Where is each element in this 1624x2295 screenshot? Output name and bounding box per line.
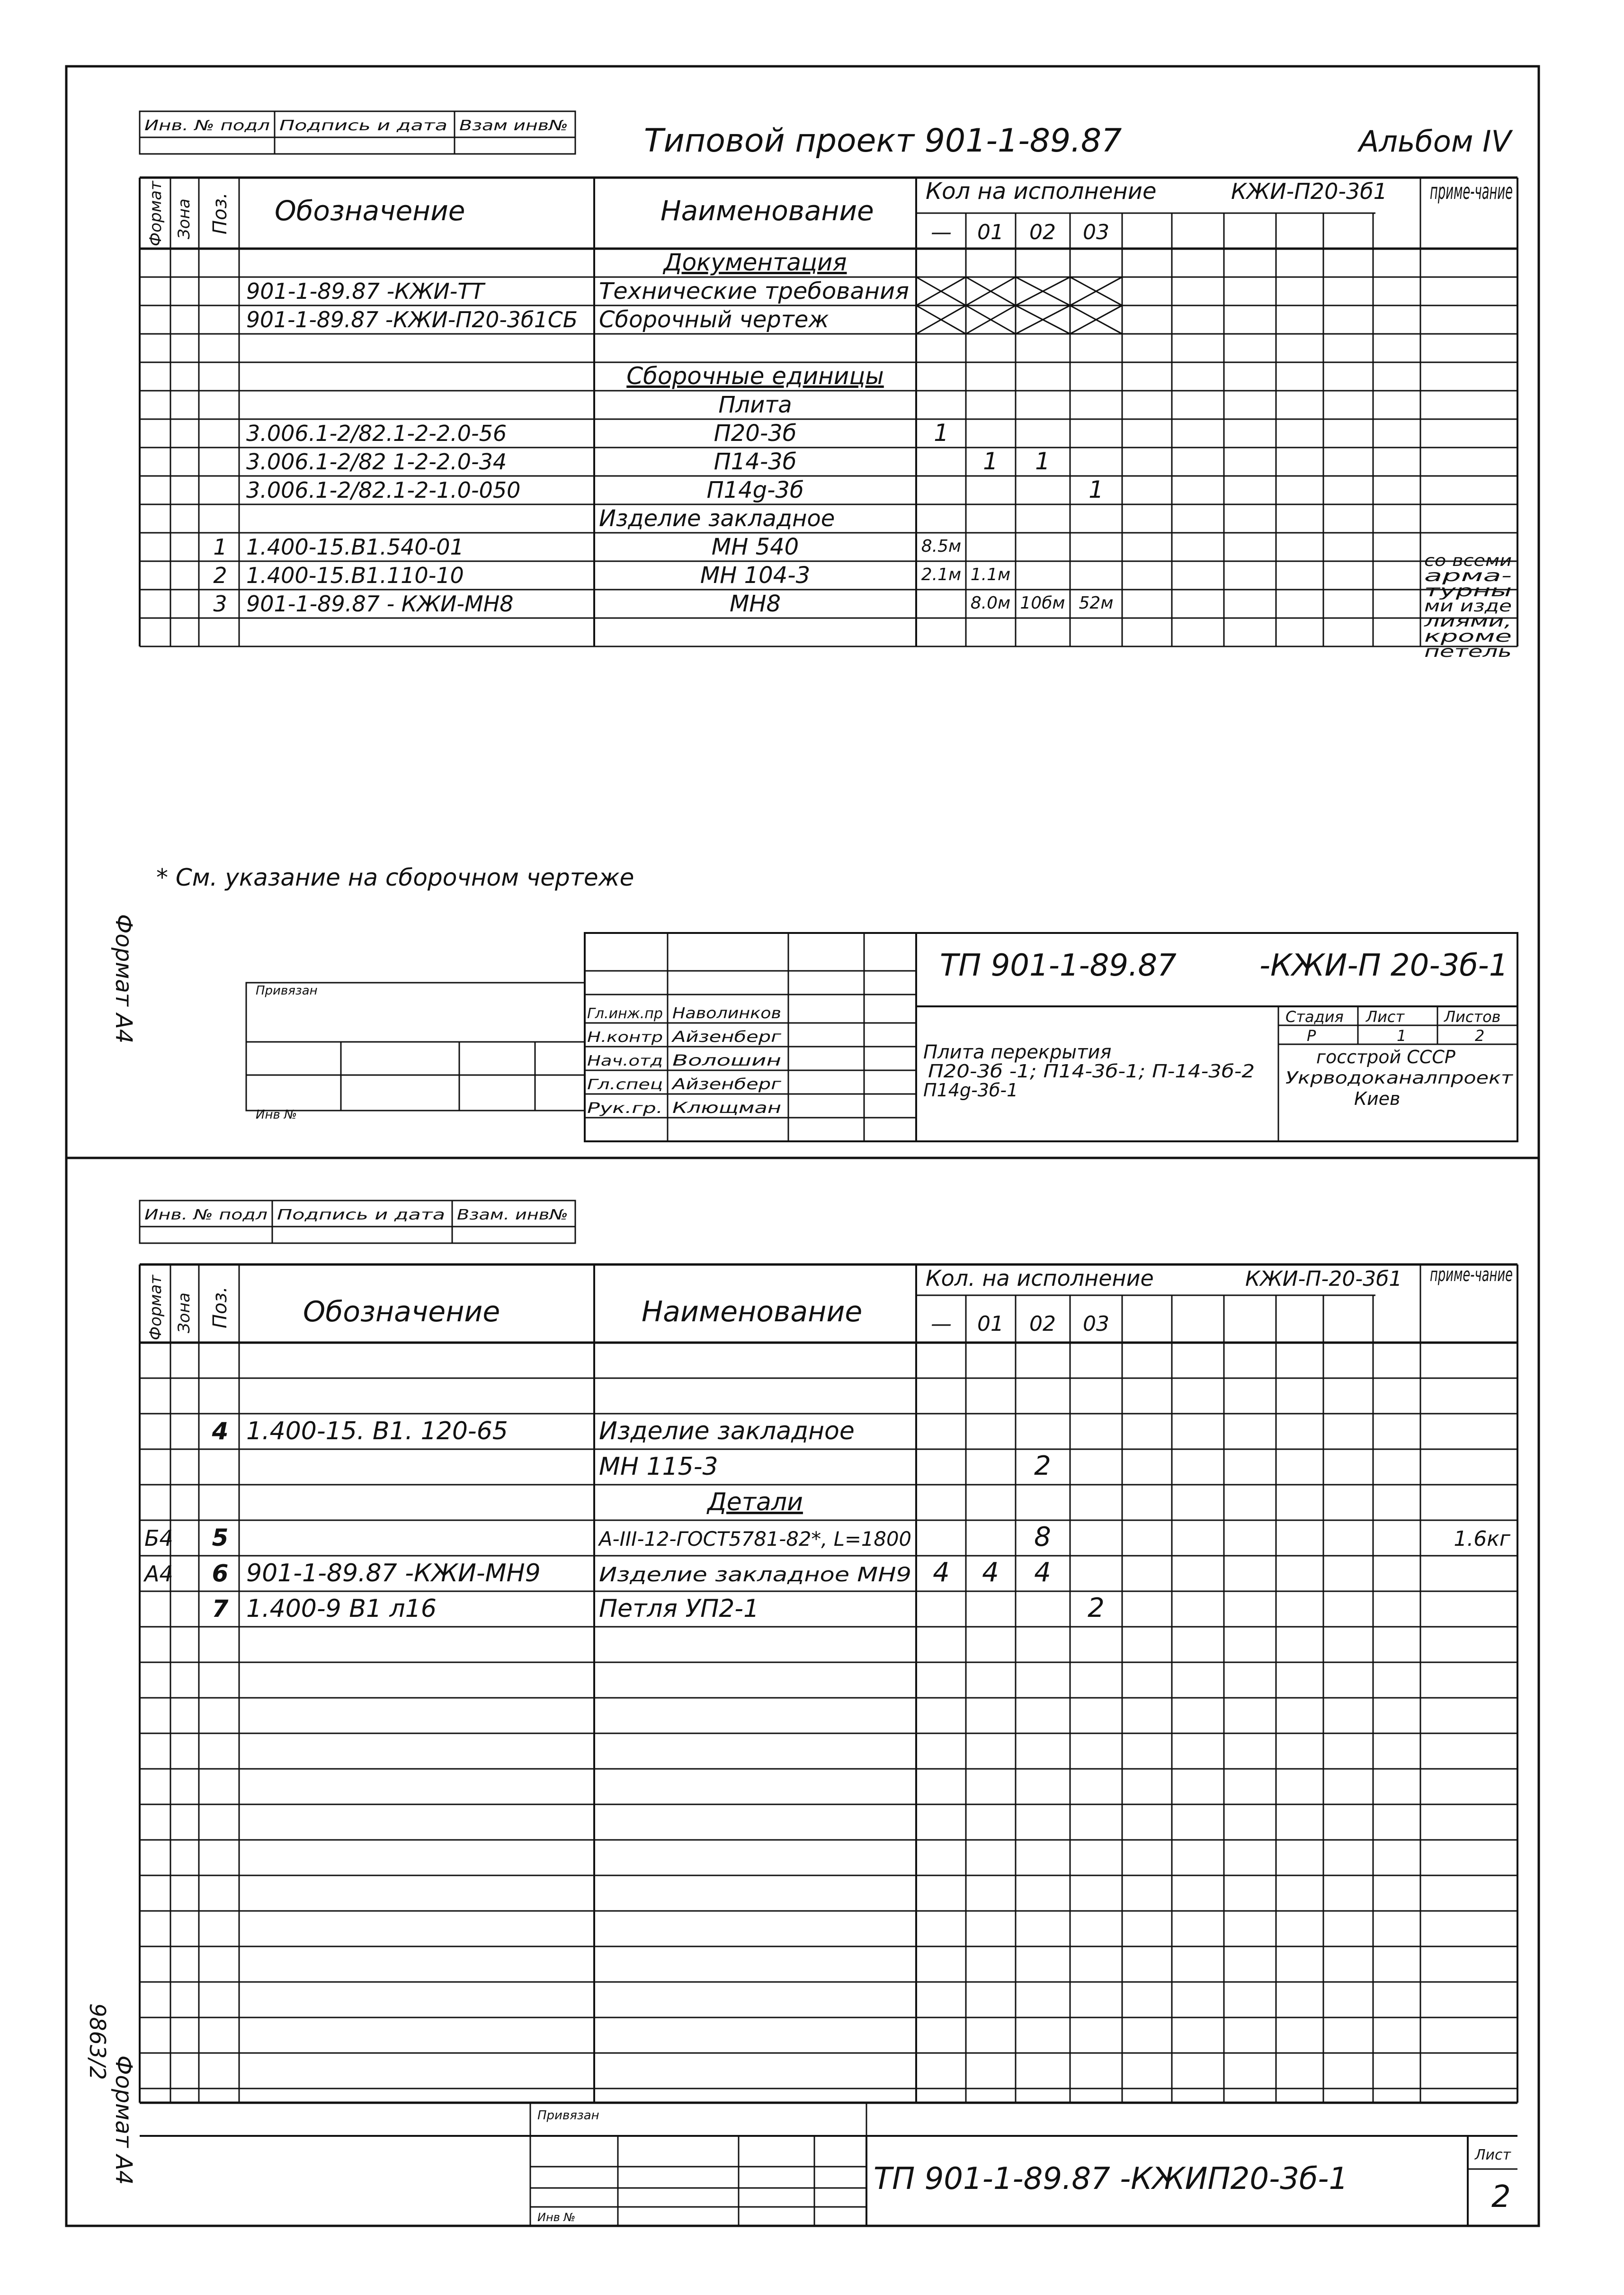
cross-mark xyxy=(966,305,1016,334)
stamp-replace-label: Взам. инв№ xyxy=(457,1207,568,1223)
row-name: МН8 xyxy=(729,591,781,617)
qty-value: 4 xyxy=(1034,1557,1051,1588)
row-position: 1 xyxy=(213,534,227,560)
cross-mark xyxy=(1070,277,1122,305)
row-note: 1.6кг xyxy=(1454,1527,1510,1551)
row-name: МН 104-3 xyxy=(700,562,811,589)
qty-value: 10бм xyxy=(1020,593,1065,613)
row-name: П14-3б xyxy=(714,448,797,475)
stamp-inv-label: Инв. № подл xyxy=(144,1207,268,1223)
col-pos-label: Поз. xyxy=(209,1286,231,1328)
tb-code: ТП 901-1-89.87 xyxy=(940,948,1177,983)
col-qty-doc-label: КЖИ-П20-3б1 xyxy=(1231,179,1387,204)
qty-value: 2.1м xyxy=(921,565,962,584)
cross-mark xyxy=(1070,305,1122,334)
row-position: 5 xyxy=(212,1524,229,1551)
row-name: Петля УП2-1 xyxy=(599,1595,759,1623)
col-zone-label: Зона xyxy=(175,1292,194,1333)
qty-value: 1 xyxy=(1035,448,1050,475)
section-heading: Документация xyxy=(663,249,847,276)
col-format-label: Формат xyxy=(146,1275,165,1340)
tb-sheet: 1 xyxy=(1397,1027,1407,1045)
text-layer xyxy=(85,117,1514,2224)
row-name: А-III-12-ГОСТ5781-82*, L=1800 xyxy=(598,1527,911,1551)
cross-mark xyxy=(1016,277,1070,305)
row-designation: 901-1-89.87 - КЖИ-МН8 xyxy=(246,591,514,617)
tb-stage: Р xyxy=(1307,1027,1316,1045)
note-line: со всеми xyxy=(1424,551,1512,570)
tb-role: Гл.спец xyxy=(587,1076,663,1093)
row-name: Сборочный чертеж xyxy=(599,306,829,333)
row-designation: 1.400-15.В1.540-01 xyxy=(246,534,464,560)
qty-value: 8 xyxy=(1034,1522,1051,1552)
col-name-label: Наименование xyxy=(660,195,874,227)
row-name: МН 115-3 xyxy=(599,1452,718,1481)
row-format: Б4 xyxy=(144,1525,173,1551)
col-note-label: приме-чание xyxy=(1430,1264,1513,1286)
tb-role: Гл.инж.пр xyxy=(587,1005,663,1022)
row-name: П20-3б xyxy=(714,420,797,447)
stamp-replace-label: Взам инв№ xyxy=(459,117,568,134)
col-format-label: Формат xyxy=(146,181,165,246)
qty-value: 4 xyxy=(933,1557,950,1588)
row-name: Изделие закладное xyxy=(599,1417,855,1445)
tb-sheet: 2 xyxy=(1491,2179,1511,2214)
col-zone-label: Зона xyxy=(175,198,194,239)
qty-value: 1 xyxy=(983,448,998,475)
tb-inv-label: Инв № xyxy=(537,2211,576,2224)
row-designation: 901-1-89.87 -КЖИ-МН9 xyxy=(246,1559,541,1587)
col-note-label: приме-чание xyxy=(1430,179,1513,204)
row-position: 7 xyxy=(212,1595,229,1623)
stamp-inv-label: Инв. № подл xyxy=(144,117,270,134)
section-heading: Сборочные единицы xyxy=(626,362,884,390)
row-designation: 3.006.1-2/82.1-2-2.0-56 xyxy=(246,421,507,446)
qty-value: 1 xyxy=(934,419,949,447)
side-format-label: Формат А4 xyxy=(110,2055,137,2185)
qty-variant-1: 01 xyxy=(977,220,1004,244)
side-format-label: Формат А4 xyxy=(110,914,137,1044)
tb-person: Айзенберг xyxy=(671,1028,782,1046)
row-format: А4 xyxy=(144,1561,173,1587)
row-name: П14g-3б xyxy=(706,477,804,503)
col-qty-label: Кол на исполнение xyxy=(926,178,1157,205)
tb-org: Укрводоканалпроект xyxy=(1285,1068,1514,1088)
qty-value: 52м xyxy=(1079,593,1114,613)
cross-mark xyxy=(916,305,966,334)
tb-person: Клющман xyxy=(672,1099,781,1117)
privyazan-box xyxy=(246,983,585,1111)
qty-variant-2: 02 xyxy=(1029,220,1056,244)
row-designation: 1.400-9 В1 л16 xyxy=(246,1595,437,1623)
qty-value: 2 xyxy=(1088,1593,1105,1623)
qty-value: 2 xyxy=(1034,1451,1051,1481)
qty-variant-2: 02 xyxy=(1029,1312,1056,1336)
note-line: ми изде xyxy=(1424,597,1512,616)
row-designation: 901-1-89.87 -КЖИ-П20-3б1СБ xyxy=(246,307,578,332)
qty-variant-1: 01 xyxy=(977,1312,1004,1336)
note-line: арма- xyxy=(1424,566,1512,585)
side-number: 9863/2 xyxy=(85,2003,110,2080)
tb-sheet-header: Лист xyxy=(1475,2147,1511,2163)
qty-variant-3: 03 xyxy=(1083,220,1109,244)
row-position: 3 xyxy=(213,591,227,617)
row-name: Технические требования xyxy=(599,278,909,305)
tb-person: Наволинков xyxy=(672,1004,781,1022)
tb-person: Волошин xyxy=(672,1051,781,1069)
qty-value: 8.5м xyxy=(921,537,962,556)
tb-title-line: П14g-3б-1 xyxy=(923,1080,1018,1101)
qty-value: 8.0м xyxy=(970,593,1011,613)
tb-stage-header: Стадия xyxy=(1285,1008,1344,1026)
tb-doc-code: -КЖИ-П 20-3б-1 xyxy=(1259,948,1508,983)
tb-code: ТП 901-1-89.87 -КЖИП20-3б-1 xyxy=(874,2161,1348,2196)
cross-mark xyxy=(916,277,966,305)
row-position: 4 xyxy=(212,1417,229,1445)
row-designation: 901-1-89.87 -КЖИ-ТТ xyxy=(246,278,484,304)
tb-sheet-header: Лист xyxy=(1366,1008,1405,1026)
tb-role: Рук.гр. xyxy=(587,1100,663,1117)
col-designation-label: Обозначение xyxy=(275,195,465,227)
tb-person: Айзенберг xyxy=(671,1075,782,1093)
project-title: Типовой проект 901-1-89.87 xyxy=(644,122,1122,160)
note-line: лиями, xyxy=(1423,612,1512,631)
note-line: турны xyxy=(1424,582,1512,601)
qty-variant-0: — xyxy=(931,1312,952,1336)
row-designation: 3.006.1-2/82.1-2-1.0-050 xyxy=(246,477,521,503)
album-label: Альбом IV xyxy=(1359,124,1511,159)
tb-org: госстрой СССР xyxy=(1316,1047,1455,1067)
row-name: Плита xyxy=(718,392,792,418)
qty-variant-0: — xyxy=(931,220,952,244)
qty-value: 1 xyxy=(1089,476,1104,503)
tb-role: Нач.отд xyxy=(587,1053,663,1069)
col-designation-label: Обозначение xyxy=(303,1295,500,1328)
qty-value: 1.1м xyxy=(970,565,1011,584)
tb-sheets: 2 xyxy=(1475,1027,1485,1045)
col-name-label: Наименование xyxy=(642,1295,863,1328)
note-line: петель xyxy=(1424,642,1512,661)
row-name: Изделие закладное xyxy=(599,505,835,532)
tb-sheets-header: Листов xyxy=(1444,1008,1501,1026)
tb-org: Киев xyxy=(1354,1088,1401,1109)
row-name: МН 540 xyxy=(711,534,799,560)
qty-value: 4 xyxy=(982,1557,999,1588)
col-pos-label: Поз. xyxy=(209,192,231,234)
row-designation: 1.400-15. В1. 120-65 xyxy=(246,1417,508,1445)
footnote: * См. указание на сборочном чертеже xyxy=(156,864,634,891)
row-name: Изделие закладное МН9 xyxy=(599,1563,911,1586)
tb-title-line: П20-3б -1; П14-3б-1; П-14-3б-2 xyxy=(928,1061,1255,1082)
row-position: 2 xyxy=(213,563,227,588)
row-position: 6 xyxy=(212,1560,229,1587)
cross-mark xyxy=(966,277,1016,305)
row-designation: 3.006.1-2/82 1-2-2.0-34 xyxy=(246,449,507,475)
section-heading: Детали xyxy=(707,1488,803,1516)
col-qty-doc-label: КЖИ-П-20-3б1 xyxy=(1245,1267,1402,1291)
grid-lines xyxy=(66,66,1539,2226)
qty-variant-3: 03 xyxy=(1083,1312,1109,1336)
tb-privyazan: Привязан xyxy=(256,984,318,998)
cross-mark xyxy=(1016,305,1070,334)
tb-role: Н.контр xyxy=(587,1029,663,1046)
note-line: кроме xyxy=(1424,627,1512,646)
tb-title-line: Плита перекрытия xyxy=(923,1041,1112,1063)
col-qty-label: Кол. на исполнение xyxy=(926,1265,1154,1291)
row-designation: 1.400-15.В1.110-10 xyxy=(246,563,464,588)
stamp-sign-label: Подпись и дата xyxy=(279,117,447,134)
tb-privyazan: Привязан xyxy=(537,2108,599,2123)
stamp-sign-label: Подпись и дата xyxy=(277,1207,445,1223)
tb-inv-label: Инв № xyxy=(256,1108,297,1122)
